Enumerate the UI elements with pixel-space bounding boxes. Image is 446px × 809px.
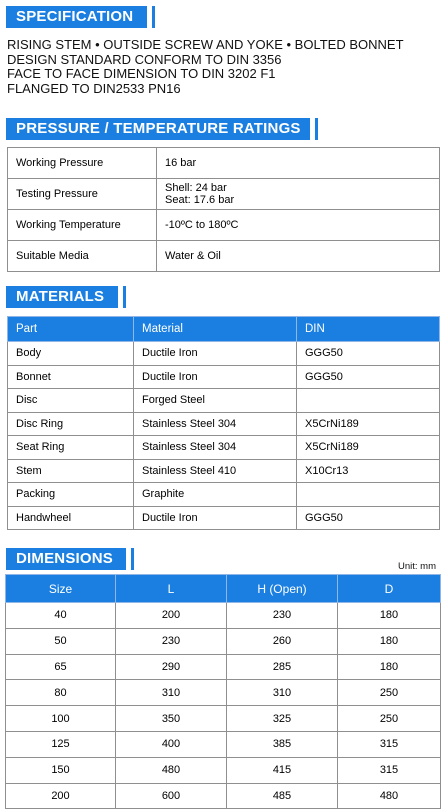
materials-table: [7, 316, 440, 530]
table-cell: 50: [6, 628, 116, 654]
table-row: [8, 459, 440, 483]
table-cell: 65: [6, 654, 116, 680]
rating-label: Working Temperature: [8, 210, 157, 241]
table-row: [8, 210, 440, 241]
table-cell: 285: [227, 654, 338, 680]
specification-text: [7, 38, 443, 96]
table-cell: Ductile Iron: [134, 506, 297, 530]
rating-label: Working Pressure: [8, 148, 157, 179]
table-cell: Packing: [8, 483, 134, 507]
column-header: Material: [134, 317, 297, 342]
table-cell: Graphite: [134, 483, 297, 507]
rating-value-line: Seat: 17.6 bar: [165, 194, 235, 206]
table-cell: Ductile Iron: [134, 365, 297, 389]
table-cell: 250: [338, 680, 441, 706]
rating-value: -10ºC to 180ºC: [157, 210, 440, 241]
dimensions-table: [5, 574, 441, 809]
table-cell: 230: [116, 628, 227, 654]
table-cell: [297, 389, 440, 413]
table-cell: 250: [338, 706, 441, 732]
table-row: [8, 179, 440, 210]
table-cell: 290: [116, 654, 227, 680]
table-cell: Stem: [8, 459, 134, 483]
table-cell: Stainless Steel 410: [134, 459, 297, 483]
rating-value: Water & Oil: [157, 241, 440, 272]
column-header: D: [338, 575, 441, 603]
table-cell: Disc Ring: [8, 412, 134, 436]
table-cell: X5CrNi189: [297, 412, 440, 436]
table-row: [6, 757, 441, 783]
table-row: [8, 342, 440, 366]
table-cell: Disc: [8, 389, 134, 413]
spec-line: FACE TO FACE DIMENSION TO DIN 3202 F1: [7, 66, 276, 81]
column-header: L: [116, 575, 227, 603]
table-cell: 310: [116, 680, 227, 706]
table-row: [6, 680, 441, 706]
table-row: [6, 731, 441, 757]
table-cell: 180: [338, 654, 441, 680]
specification-heading: SPECIFICATION: [6, 6, 147, 28]
materials-heading: MATERIALS: [6, 286, 118, 308]
column-header: H (Open): [227, 575, 338, 603]
table-row: [8, 506, 440, 530]
table-cell: 315: [338, 731, 441, 757]
table-row: [6, 706, 441, 732]
column-header: Size: [6, 575, 116, 603]
rating-label: Suitable Media: [8, 241, 157, 272]
table-cell: 415: [227, 757, 338, 783]
table-cell: 485: [227, 783, 338, 809]
table-header-row: [8, 317, 440, 342]
spec-line: FLANGED TO DIN2533 PN16: [7, 80, 181, 96]
table-cell: 325: [227, 706, 338, 732]
table-cell: Ductile Iron: [134, 342, 297, 366]
table-row: [8, 436, 440, 460]
rating-value-line: Shell: 24 bar: [165, 182, 227, 194]
table-cell: GGG50: [297, 365, 440, 389]
table-row: [8, 365, 440, 389]
table-cell: Stainless Steel 304: [134, 412, 297, 436]
table-cell: 315: [338, 757, 441, 783]
table-row: [6, 628, 441, 654]
table-cell: 350: [116, 706, 227, 732]
table-row: [8, 389, 440, 413]
spec-line: DESIGN STANDARD CONFORM TO DIN 3356: [7, 51, 282, 67]
table-cell: 100: [6, 706, 116, 732]
table-cell: 400: [116, 731, 227, 757]
table-cell: 180: [338, 603, 441, 629]
table-cell: 200: [116, 603, 227, 629]
rating-value: [157, 179, 440, 210]
spec-line: RISING STEM • OUTSIDE SCREW AND YOKE • BOLTED BONNET: [7, 37, 404, 52]
table-cell: Body: [8, 342, 134, 366]
table-cell: 200: [6, 783, 116, 809]
dimensions-heading: DIMENSIONS: [6, 548, 126, 570]
ratings-heading: PRESSURE / TEMPERATURE RATINGS: [6, 118, 310, 140]
table-cell: 310: [227, 680, 338, 706]
table-row: [6, 654, 441, 680]
table-cell: Seat Ring: [8, 436, 134, 460]
rating-label: Testing Pressure: [8, 179, 157, 210]
table-cell: Handwheel: [8, 506, 134, 530]
table-header-row: [6, 575, 441, 603]
table-cell: 480: [338, 783, 441, 809]
table-cell: 260: [227, 628, 338, 654]
table-cell: GGG50: [297, 506, 440, 530]
table-cell: 480: [116, 757, 227, 783]
table-cell: GGG50: [297, 342, 440, 366]
table-cell: 150: [6, 757, 116, 783]
table-row: [8, 483, 440, 507]
table-cell: 230: [227, 603, 338, 629]
table-cell: [297, 483, 440, 507]
table-cell: 180: [338, 628, 441, 654]
table-row: [6, 603, 441, 629]
table-row: [8, 412, 440, 436]
table-row: [8, 148, 440, 179]
table-cell: 125: [6, 731, 116, 757]
table-cell: 80: [6, 680, 116, 706]
table-row: [6, 783, 441, 809]
table-cell: Bonnet: [8, 365, 134, 389]
ratings-table: [7, 147, 440, 272]
table-cell: 600: [116, 783, 227, 809]
column-header: Part: [8, 317, 134, 342]
table-cell: X5CrNi189: [297, 436, 440, 460]
table-cell: Stainless Steel 304: [134, 436, 297, 460]
column-header: DIN: [297, 317, 440, 342]
table-cell: 40: [6, 603, 116, 629]
table-cell: Forged Steel: [134, 389, 297, 413]
table-row: [8, 241, 440, 272]
table-cell: 385: [227, 731, 338, 757]
unit-label: Unit: mm: [398, 561, 436, 572]
rating-value: 16 bar: [157, 148, 440, 179]
table-cell: X10Cr13: [297, 459, 440, 483]
